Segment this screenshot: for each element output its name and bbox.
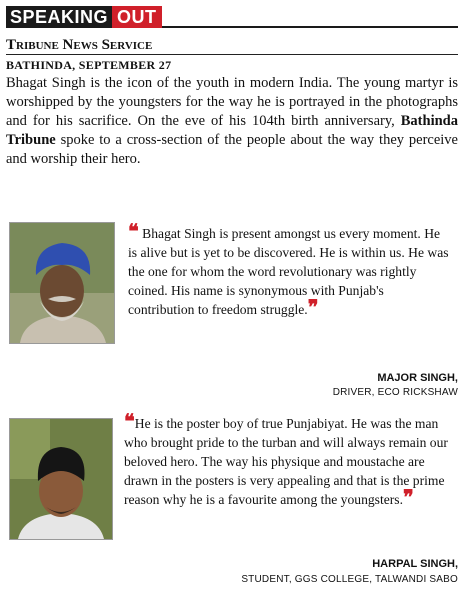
intro-bold: Bathinda Tribune xyxy=(6,113,458,148)
close-quote-icon: ❞ xyxy=(402,487,414,509)
quote-2-name: HARPAL SINGH, xyxy=(372,558,458,570)
header-out: OUT xyxy=(112,6,162,28)
header-rule xyxy=(162,6,458,28)
byline: Tribune News Service xyxy=(6,37,458,55)
photo-harpal-singh xyxy=(9,418,113,540)
quote-1-name: MAJOR SINGH, xyxy=(377,372,458,384)
quote-2-text: ❝He is the poster boy of true Punjabiyat. He was the man who brought pride to the turban and will always remain our beloved hero. The way his physique and moustache are drawn in the posters is very appealing and that is the prime reason why he is a favourite among the youngsters.❞ xyxy=(124,411,448,509)
quote-1-text: ❝ Bhagat Singh is present amongst us every moment. He is alive but is yet to be discovered. He is within us. He was the one for whom the word revolutionary was rightly coined. His name is synonymous with Punjab's contribution to freedom struggle.❞ xyxy=(128,221,449,319)
portrait-turban-icon xyxy=(10,223,114,343)
header-speaking: SPEAKING xyxy=(6,6,112,28)
close-quote-icon: ❞ xyxy=(307,297,319,319)
open-quote-icon: ❝ xyxy=(128,221,139,243)
portrait-patka-icon xyxy=(10,419,112,539)
open-quote-icon: ❝ xyxy=(124,411,135,433)
intro-part2: spoke to a cross-section of the people about the way they perceive and worship their hero. xyxy=(6,132,458,167)
intro-part1: Bhagat Singh is the icon of the youth in modern India. The young martyr is worshipped by the youngsters for the way he is portrayed in the photographs and for his sacrifice. On the eve of his 104th birth anniversary, xyxy=(6,75,458,129)
intro-paragraph xyxy=(6,74,458,169)
section-header xyxy=(6,6,458,28)
photo-major-singh xyxy=(9,222,115,344)
dateline: BATHINDA, SEPTEMBER 27 xyxy=(6,58,172,72)
quote-1-role: DRIVER, ECO RICKSHAW xyxy=(332,387,458,398)
quote-2-role: STUDENT, GGS COLLEGE, TALWANDI SABO xyxy=(241,574,458,585)
